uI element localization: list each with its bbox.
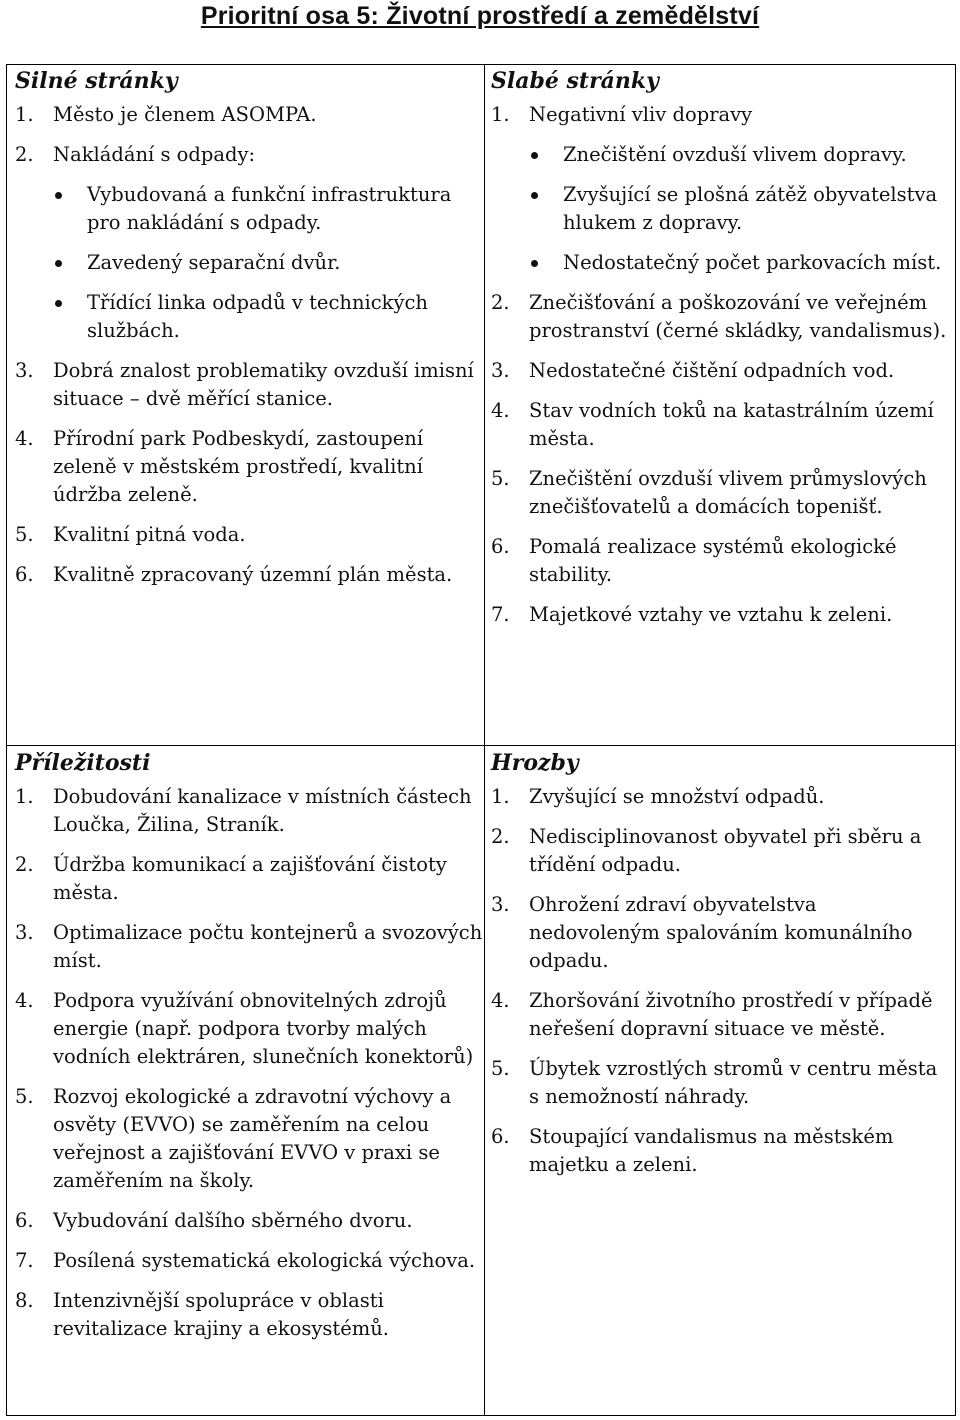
bullet-item-text: Zvyšující se plošná zátěž obyvatelstva hlukem z dopravy. (563, 183, 938, 234)
weaknesses-list (491, 101, 953, 629)
column-divider (484, 65, 485, 1415)
list-item-number: 2. (15, 853, 34, 876)
list-item (15, 521, 483, 549)
list-item-number: 6. (491, 1125, 510, 1148)
list-item (15, 357, 483, 413)
list-item-number: 1. (15, 103, 34, 126)
bullet-item (491, 181, 953, 237)
bullet-dot-icon (55, 300, 62, 307)
list-item-number: 6. (15, 1209, 34, 1232)
list-item-text: Nedostatečné čištění odpadních vod. (529, 359, 895, 382)
list-item (15, 141, 483, 169)
list-item-text: Podpora využívání obnovitelných zdrojů energie (např. podpora tvorby malých vodních elektráren, slunečních konektorů) (53, 989, 474, 1068)
list-item-number: 3. (15, 359, 34, 382)
opportunities-cell (15, 747, 483, 1415)
list-item (15, 1247, 483, 1275)
list-item-text: Vybudování dalšího sběrného dvoru. (53, 1209, 413, 1232)
list-item (15, 425, 483, 509)
list-item-number: 3. (491, 359, 510, 382)
bullet-item (15, 289, 483, 345)
list-item (491, 533, 953, 589)
list-item-text: Kvalitní pitná voda. (53, 523, 246, 546)
weaknesses-cell (491, 65, 953, 745)
list-item-text: Stav vodních toků na katastrálním území města. (529, 399, 934, 450)
list-item (15, 987, 483, 1071)
list-item-text: Stoupající vandalismus na městském majetku a zeleni. (529, 1125, 894, 1176)
bullet-item (15, 181, 483, 237)
bullet-dot-icon (55, 260, 62, 267)
list-item (15, 919, 483, 975)
list-item (491, 987, 953, 1043)
bullet-dot-icon (55, 192, 62, 199)
bullet-item-text: Nedostatečný počet parkovacích míst. (563, 251, 942, 274)
list-item-number: 2. (15, 143, 34, 166)
list-item-number: 4. (491, 399, 510, 422)
opportunities-list (15, 783, 483, 1343)
list-item-number: 6. (15, 563, 34, 586)
threats-cell (491, 747, 953, 1415)
bullet-dot-icon (531, 260, 538, 267)
list-item-number: 5. (491, 467, 510, 490)
list-item-number: 1. (491, 103, 510, 126)
list-item-number: 6. (491, 535, 510, 558)
list-item (15, 1287, 483, 1343)
bullet-dot-icon (531, 192, 538, 199)
list-item-number: 1. (491, 785, 510, 808)
list-item (491, 823, 953, 879)
list-item (491, 357, 953, 385)
bullet-item (15, 249, 483, 277)
opportunities-heading: Příležitosti (15, 750, 151, 776)
list-item-number: 5. (15, 523, 34, 546)
list-item-text: Zvyšující se množství odpadů. (529, 785, 825, 808)
list-item (15, 561, 483, 589)
list-item (15, 1083, 483, 1195)
list-item-text: Údržba komunikací a zajišťování čistoty města. (53, 853, 447, 904)
list-item-text: Znečištění ovzduší vlivem průmyslových znečišťovatelů a domácích topenišť. (529, 467, 927, 518)
list-item (491, 891, 953, 975)
list-item-number: 4. (491, 989, 510, 1012)
list-item-text: Úbytek vzrostlých stromů v centru města s nemožností náhrady. (529, 1057, 938, 1108)
list-item-number: 1. (15, 785, 34, 808)
list-item-number: 4. (15, 427, 34, 450)
list-item-text: Dobudování kanalizace v místních částech Loučka, Žilina, Straník. (53, 785, 472, 836)
list-item-text: Přírodní park Podbeskydí, zastoupení zeleně v městském prostředí, kvalitní údržba zeleně. (53, 427, 424, 506)
list-item-text: Intenzivnější spolupráce v oblasti revitalizace krajiny a ekosystémů. (53, 1289, 390, 1340)
row-divider (7, 745, 955, 746)
list-item-number: 3. (15, 921, 34, 944)
list-item-text: Dobrá znalost problematiky ovzduší imisní situace – dvě měřící stanice. (53, 359, 474, 410)
list-item-text: Město je členem ASOMPA. (53, 103, 317, 126)
list-item (491, 465, 953, 521)
list-item-number: 5. (491, 1057, 510, 1080)
list-item-number: 2. (491, 825, 510, 848)
list-item-text: Pomalá realizace systémů ekologické stability. (529, 535, 897, 586)
list-item (491, 601, 953, 629)
list-item-text: Ohrožení zdraví obyvatelstva nedovoleným spalováním komunálního odpadu. (529, 893, 913, 972)
bullet-item-text: Znečištění ovzduší vlivem dopravy. (563, 143, 907, 166)
list-item-text: Negativní vliv dopravy (529, 103, 753, 126)
strengths-list (15, 101, 483, 589)
list-item-number: 2. (491, 291, 510, 314)
list-item (491, 289, 953, 345)
list-item (15, 851, 483, 907)
list-item (491, 783, 953, 811)
strengths-cell (15, 65, 483, 745)
list-item-number: 7. (15, 1249, 34, 1272)
list-item (491, 1123, 953, 1179)
weaknesses-heading: Slabé stránky (491, 68, 659, 94)
list-item-text: Znečišťování a poškozování ve veřejném prostranství (černé skládky, vandalismus). (529, 291, 947, 342)
list-item-text: Nakládání s odpady: (53, 143, 256, 166)
bullet-item (491, 141, 953, 169)
bullet-dot-icon (531, 152, 538, 159)
list-item-number: 5. (15, 1085, 34, 1108)
list-item (15, 783, 483, 839)
list-item-number: 4. (15, 989, 34, 1012)
threats-list (491, 783, 953, 1179)
swot-table (6, 64, 956, 1416)
list-item-text: Optimalizace počtu kontejnerů a svozových míst. (53, 921, 483, 972)
page-title: Prioritní osa 5: Životní prostředí a zemědělství (200, 2, 760, 30)
list-item-text: Majetkové vztahy ve vztahu k zeleni. (529, 603, 893, 626)
list-item-text: Posílená systematická ekologická výchova. (53, 1249, 476, 1272)
list-item-number: 8. (15, 1289, 34, 1312)
list-item (15, 1207, 483, 1235)
threats-heading: Hrozby (491, 750, 579, 776)
strengths-heading: Silné stránky (15, 68, 178, 94)
list-item (491, 101, 953, 129)
list-item-text: Nedisciplinovanost obyvatel při sběru a třídění odpadu. (529, 825, 922, 876)
bullet-item-text: Třídící linka odpadů v technických službách. (87, 291, 428, 342)
list-item-number: 3. (491, 893, 510, 916)
bullet-item-text: Zavedený separační dvůr. (87, 251, 341, 274)
list-item-number: 7. (491, 603, 510, 626)
bullet-item (491, 249, 953, 277)
list-item-text: Rozvoj ekologické a zdravotní výchovy a osvěty (EVVO) se zaměřením na celou veřejnost a zajišťování EVVO v praxi se zaměřením na školy. (53, 1085, 452, 1192)
list-item (491, 1055, 953, 1111)
bullet-item-text: Vybudovaná a funkční infrastruktura pro nakládání s odpady. (87, 183, 452, 234)
list-item (15, 101, 483, 129)
list-item (491, 397, 953, 453)
list-item-text: Zhoršování životního prostředí v případě neřešení dopravní situace ve městě. (529, 989, 933, 1040)
list-item-text: Kvalitně zpracovaný územní plán města. (53, 563, 453, 586)
